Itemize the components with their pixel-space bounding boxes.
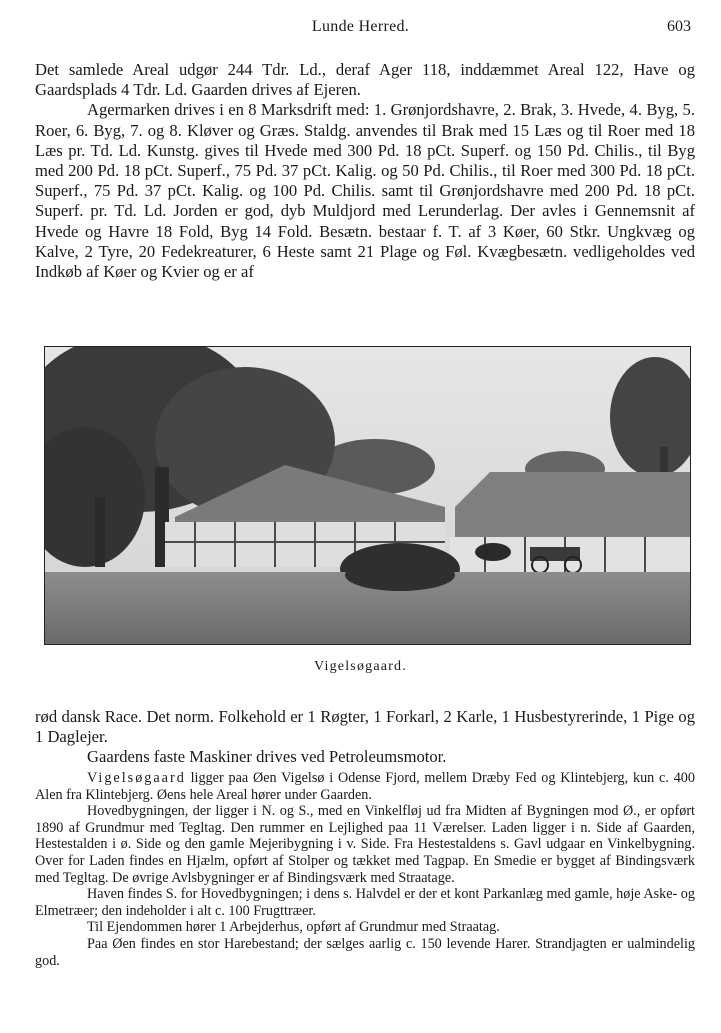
paragraph-staff: rød dansk Race. Det norm. Folkehold er 1 Røgter, 1 Forkarl, 2 Karle, 1 Husbestyrerinde, 1 Pige og 1 Daglejer. — [35, 707, 695, 746]
top-text-block — [35, 60, 695, 282]
paragraph-machines: Gaardens faste Maskiner drives ved Petroleumsmotor. — [87, 747, 447, 766]
paragraph-location-text: ligger paa Øen Vigelsø i Odense Fjord, mellem Dræby Fed og Klintebjerg, kun c. 400 Alen fra Klintebjerg. Øens hele Areal hører under Gaarden. — [35, 770, 695, 803]
paragraph-area: Det samlede Areal udgør 244 Tdr. Ld., deraf Ager 118, inddæmmet Areal 122, Have og Gaardsplads 4 Tdr. Ld. Gaarden drives af Ejeren. — [35, 60, 695, 100]
page-number: 603 — [667, 18, 691, 35]
figure-caption: Vigelsøgaard. — [314, 659, 407, 674]
paragraph-location — [35, 770, 695, 803]
farm-photograph — [44, 346, 691, 645]
bottom-text-block — [35, 770, 695, 969]
paragraph-workers-house: Til Ejendommen hører 1 Arbejderhus, opført af Grundmur med Straatag. — [87, 919, 500, 936]
paragraph-garden: Haven findes S. for Hovedbygningen; i dens s. Halvdel er der et kont Parkanlæg med gamle, høje Aske- og Elmetræer; den indeholder i alt c. 100 Frugttræer. — [35, 886, 695, 919]
running-title: Lunde Herred. — [311, 18, 410, 35]
middle-text-block — [35, 707, 695, 767]
paragraph-crop-rotation: Agermarken drives i en 8 Marksdrift med: 1. Grønjordshavre, 2. Brak, 3. Hvede, 4. Byg, 5. Roer, 6. Byg, 7. og 8. Kløver og Græs. Staldg. anvendes til Brak med 15 Læs og til Roer med 18 Læs pr. Td. Ld. Kunstg. gives til Hvede med 300 Pd. 18 pCt. Superf. og 150 Pd. Chilis., til Byg med 200 Pd. 18 pCt. Superf., 75 Pd. 37 pCt. Kalig. og 50 Pd. Chilis., til Roer med 300 Pd. 18 pCt. Superf., 75 Pd. 37 pCt. Kalig. og 100 Pd. Chilis. samt til Grønjordshavre med 200 Pd. 18 pCt. Superf. pr. Td. Ld. Jorden er god, dyb Muldjord med Lerunderlag. Der avles i Gennemsnit af Hvede og Havre 18 Fold, Byg 14 Fold. Besætn. bestaar f. T. af 3 Køer, 60 Stkr. Ungkvæg og Kalve, 2 Tyre, 20 Fedekreaturer, 6 Heste samt 21 Plage og Føl. Kvægbesætn. vedligeholdes ved Indkøb af Køer og Kvier og er af — [35, 100, 695, 282]
paragraph-hunting: Paa Øen findes en stor Harebestand; der sælges aarlig c. 150 levende Harer. Strandjagten er ualmindelig god. — [35, 935, 695, 969]
running-header — [0, 18, 721, 42]
farm-photo-illustration — [45, 347, 690, 644]
estate-name: Vigelsøgaard — [87, 770, 186, 786]
paragraph-buildings: Hovedbygningen, der ligger i N. og S., med en Vinkelfløj ud fra Midten af Bygningen mod Ø., er opført 1890 af Grundmur med Tegltag. Den rummer en Lejlighed paa 11 Værelser. Laden ligger i n. Side af Gaarden, Hestestalden i ø. Side og den gamle Mejeribygning i v. Side. Fra Hestestaldens s. Gavl udgaar en Vinkelbygning. Over for Laden findes en Hjælm, opført af Stolper og tækket med Tagpap. En Smedie er bygget af Bindingsværk med Tegltag. De øvrige Avlsbygninger er af Bindingsværk med Straatage. — [35, 803, 695, 886]
